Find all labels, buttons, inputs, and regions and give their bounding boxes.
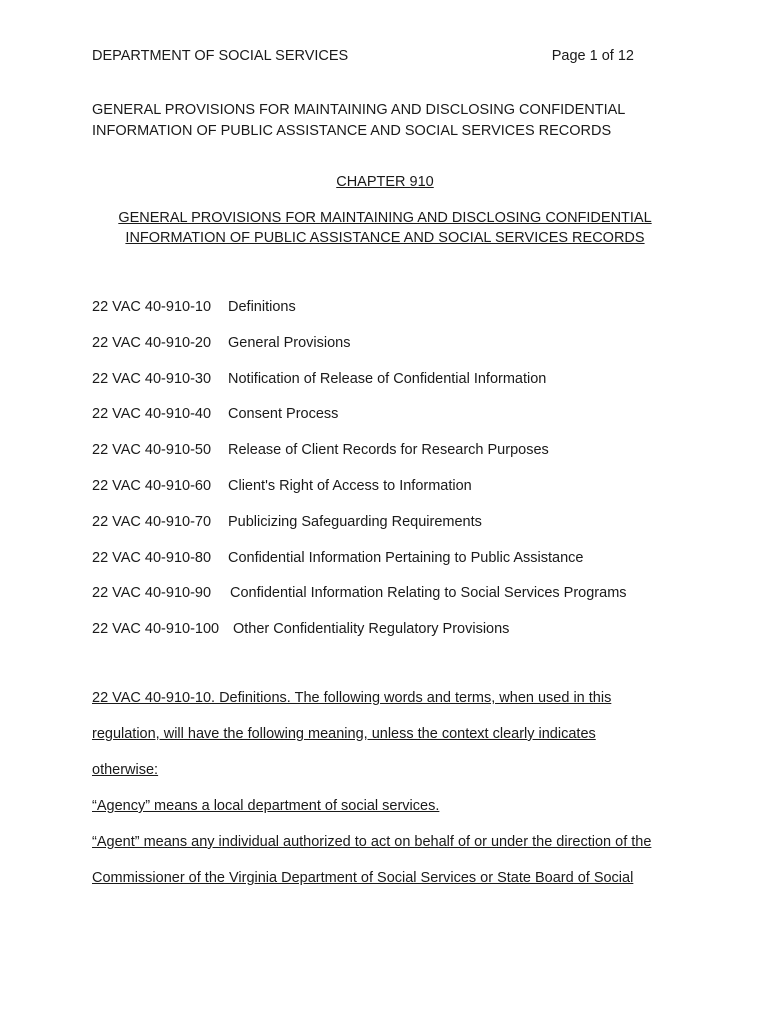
- definitions-section: [92, 688, 692, 904]
- toc-code: 22 VAC 40-910-90: [92, 585, 212, 602]
- document-title-line: INFORMATION OF PUBLIC ASSISTANCE AND SOCIAL SERVICES RECORDS: [92, 123, 612, 139]
- toc-title: General Provisions: [228, 334, 351, 351]
- body-line: “Agency” means a local department of social services.: [92, 798, 440, 814]
- body-line: otherwise:: [92, 762, 159, 778]
- chapter-title-line: INFORMATION OF PUBLIC ASSISTANCE AND SOCIAL SERVICES RECORDS: [125, 230, 645, 246]
- chapter-heading: [0, 174, 770, 190]
- toc-title: Client's Right of Access to Information: [228, 477, 472, 494]
- toc-item: [92, 548, 712, 584]
- body-line: “Agent” means any individual authorized to act on behalf of or under the direction of the: [92, 834, 652, 850]
- toc-item: [92, 512, 712, 548]
- document-title: [92, 100, 692, 142]
- toc-code: 22 VAC 40-910-60: [92, 477, 212, 494]
- toc-code: 22 VAC 40-910-100: [92, 621, 220, 638]
- body-line: 22 VAC 40-910-10. Definitions. The following words and terms, when used in this: [92, 690, 612, 706]
- toc-title: Definitions: [228, 299, 296, 315]
- table-of-contents: [92, 297, 712, 655]
- toc-title: Confidential Information Pertaining to Public Assistance: [228, 549, 584, 566]
- toc-item: [92, 476, 712, 512]
- body-line: regulation, will have the following meaning, unless the context clearly indicates: [92, 726, 596, 742]
- toc-item: [92, 404, 712, 440]
- toc-item: [92, 369, 712, 405]
- toc-code: 22 VAC 40-910-40: [92, 406, 212, 423]
- chapter-title-line: GENERAL PROVISIONS FOR MAINTAINING AND DISCLOSING CONFIDENTIAL: [118, 210, 652, 226]
- toc-code: 22 VAC 40-910-10: [92, 299, 212, 315]
- body-line: Commissioner of the Virginia Department of Social Services or State Board of Social: [92, 870, 634, 886]
- toc-title: Other Confidentiality Regulatory Provisions: [233, 621, 510, 638]
- toc-title: Confidential Information Relating to Social Services Programs: [230, 585, 627, 602]
- page-header: [92, 48, 637, 68]
- toc-item: [92, 583, 712, 619]
- toc-code: 22 VAC 40-910-30: [92, 370, 212, 387]
- toc-code: 22 VAC 40-910-50: [92, 442, 212, 459]
- chapter-label: CHAPTER 910: [336, 174, 434, 190]
- document-title-line: GENERAL PROVISIONS FOR MAINTAINING AND DISCLOSING CONFIDENTIAL: [92, 102, 626, 118]
- toc-code: 22 VAC 40-910-20: [92, 334, 212, 351]
- toc-code: 22 VAC 40-910-80: [92, 549, 212, 566]
- toc-item: [92, 333, 712, 369]
- toc-item: [92, 297, 712, 333]
- chapter-title: [0, 208, 770, 248]
- toc-item: [92, 440, 712, 476]
- toc-code: 22 VAC 40-910-70: [92, 513, 212, 530]
- header-page-number: Page 1 of 12: [551, 48, 634, 64]
- toc-title: Release of Client Records for Research Purposes: [228, 442, 549, 459]
- toc-title: Publicizing Safeguarding Requirements: [228, 513, 482, 530]
- toc-title: Notification of Release of Confidential Information: [228, 370, 547, 387]
- toc-title: Consent Process: [228, 406, 339, 423]
- toc-item: [92, 619, 712, 655]
- header-department: DEPARTMENT OF SOCIAL SERVICES: [92, 48, 349, 64]
